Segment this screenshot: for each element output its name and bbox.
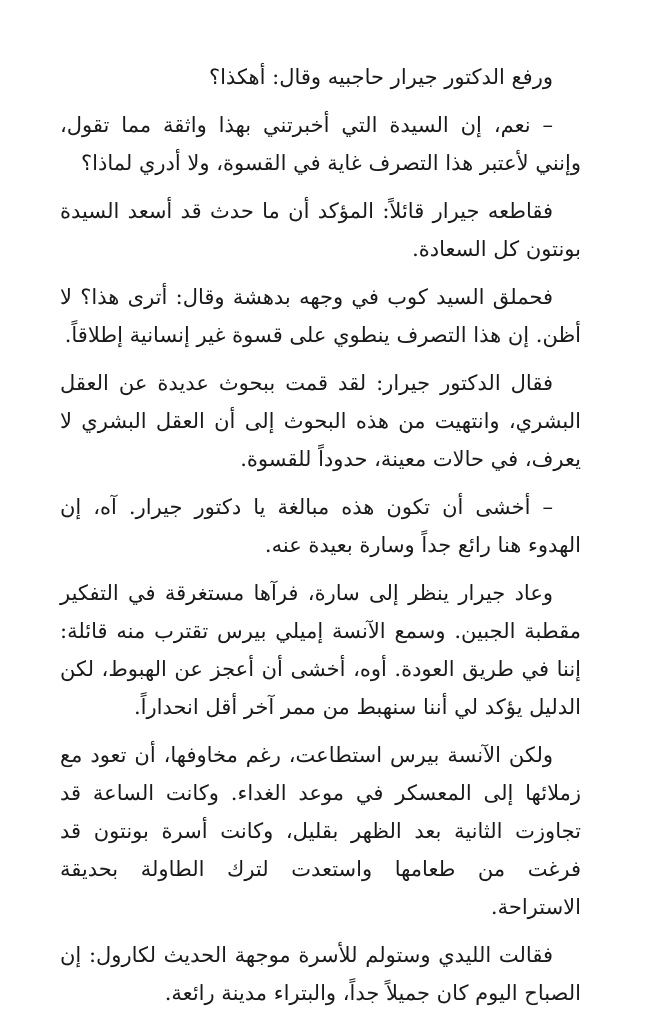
paragraph-6: – أخشى أن تكون هذه مبالغة يا دكتور جيرار. آه، إن الهدوء هنا رائع جداً وسارة بعيدة عنه. <box>60 495 581 557</box>
paragraph-2: – نعم، إن السيدة التي أخبرتني بهذا واثقة مما تقول، وإنني لأعتبر هذا التصرف غاية في القسوة، ولا أدري لماذا؟ <box>60 113 581 175</box>
paragraph-9: فقالت الليدي وستولم للأسرة موجهة الحديث لكارول: إن الصباح اليوم كان جميلاً جداً، والبتراء مدينة رائعة. <box>60 943 581 1005</box>
paragraph-1: ورفع الدكتور جيرار حاجبيه وقال: أهكذا؟ <box>208 65 553 89</box>
paragraph-7: وعاد جيرار ينظر إلى سارة، فرآها مستغرقة في التفكير مقطبة الجبين. وسمع الآنسة إميلي بيرس تقترب منه قائلة: إننا في طريق العودة. أوه، أخشى أن أعجز عن الهبوط، لكن الدليل يؤكد لي أننا سنهبط من ممر آخر أقل انحداراً. <box>60 581 581 719</box>
paragraph-5: فقال الدكتور جيرار: لقد قمت ببحوث عديدة عن العقل البشري، وانتهيت من هذه البحوث إلى أن العقل البشري لا يعرف، في حالات معينة، حدوداً للقسوة. <box>60 371 581 471</box>
paragraph-8: ولكن الآنسة بيرس استطاعت، رغم مخاوفها، أن تعود مع زملائها إلى المعسكر في موعد الغداء. وكانت الساعة قد تجاوزت الثانية بعد الظهر بقليل، وكانت أسرة بونتون قد فرغت من طعامها واستعدت لترك الطاولة بحديقة الاستراحة. <box>60 743 581 919</box>
paragraph-3: فقاطعه جيرار قائلاً: المؤكد أن ما حدث قد أسعد السيدة بونتون كل السعادة. <box>60 199 581 261</box>
paragraph-4: فحملق السيد كوب في وجهه بدهشة وقال: أترى هذا؟ لا أظن. إن هذا التصرف ينطوي على قسوة غير إنسانية إطلاقاً. <box>60 285 581 347</box>
